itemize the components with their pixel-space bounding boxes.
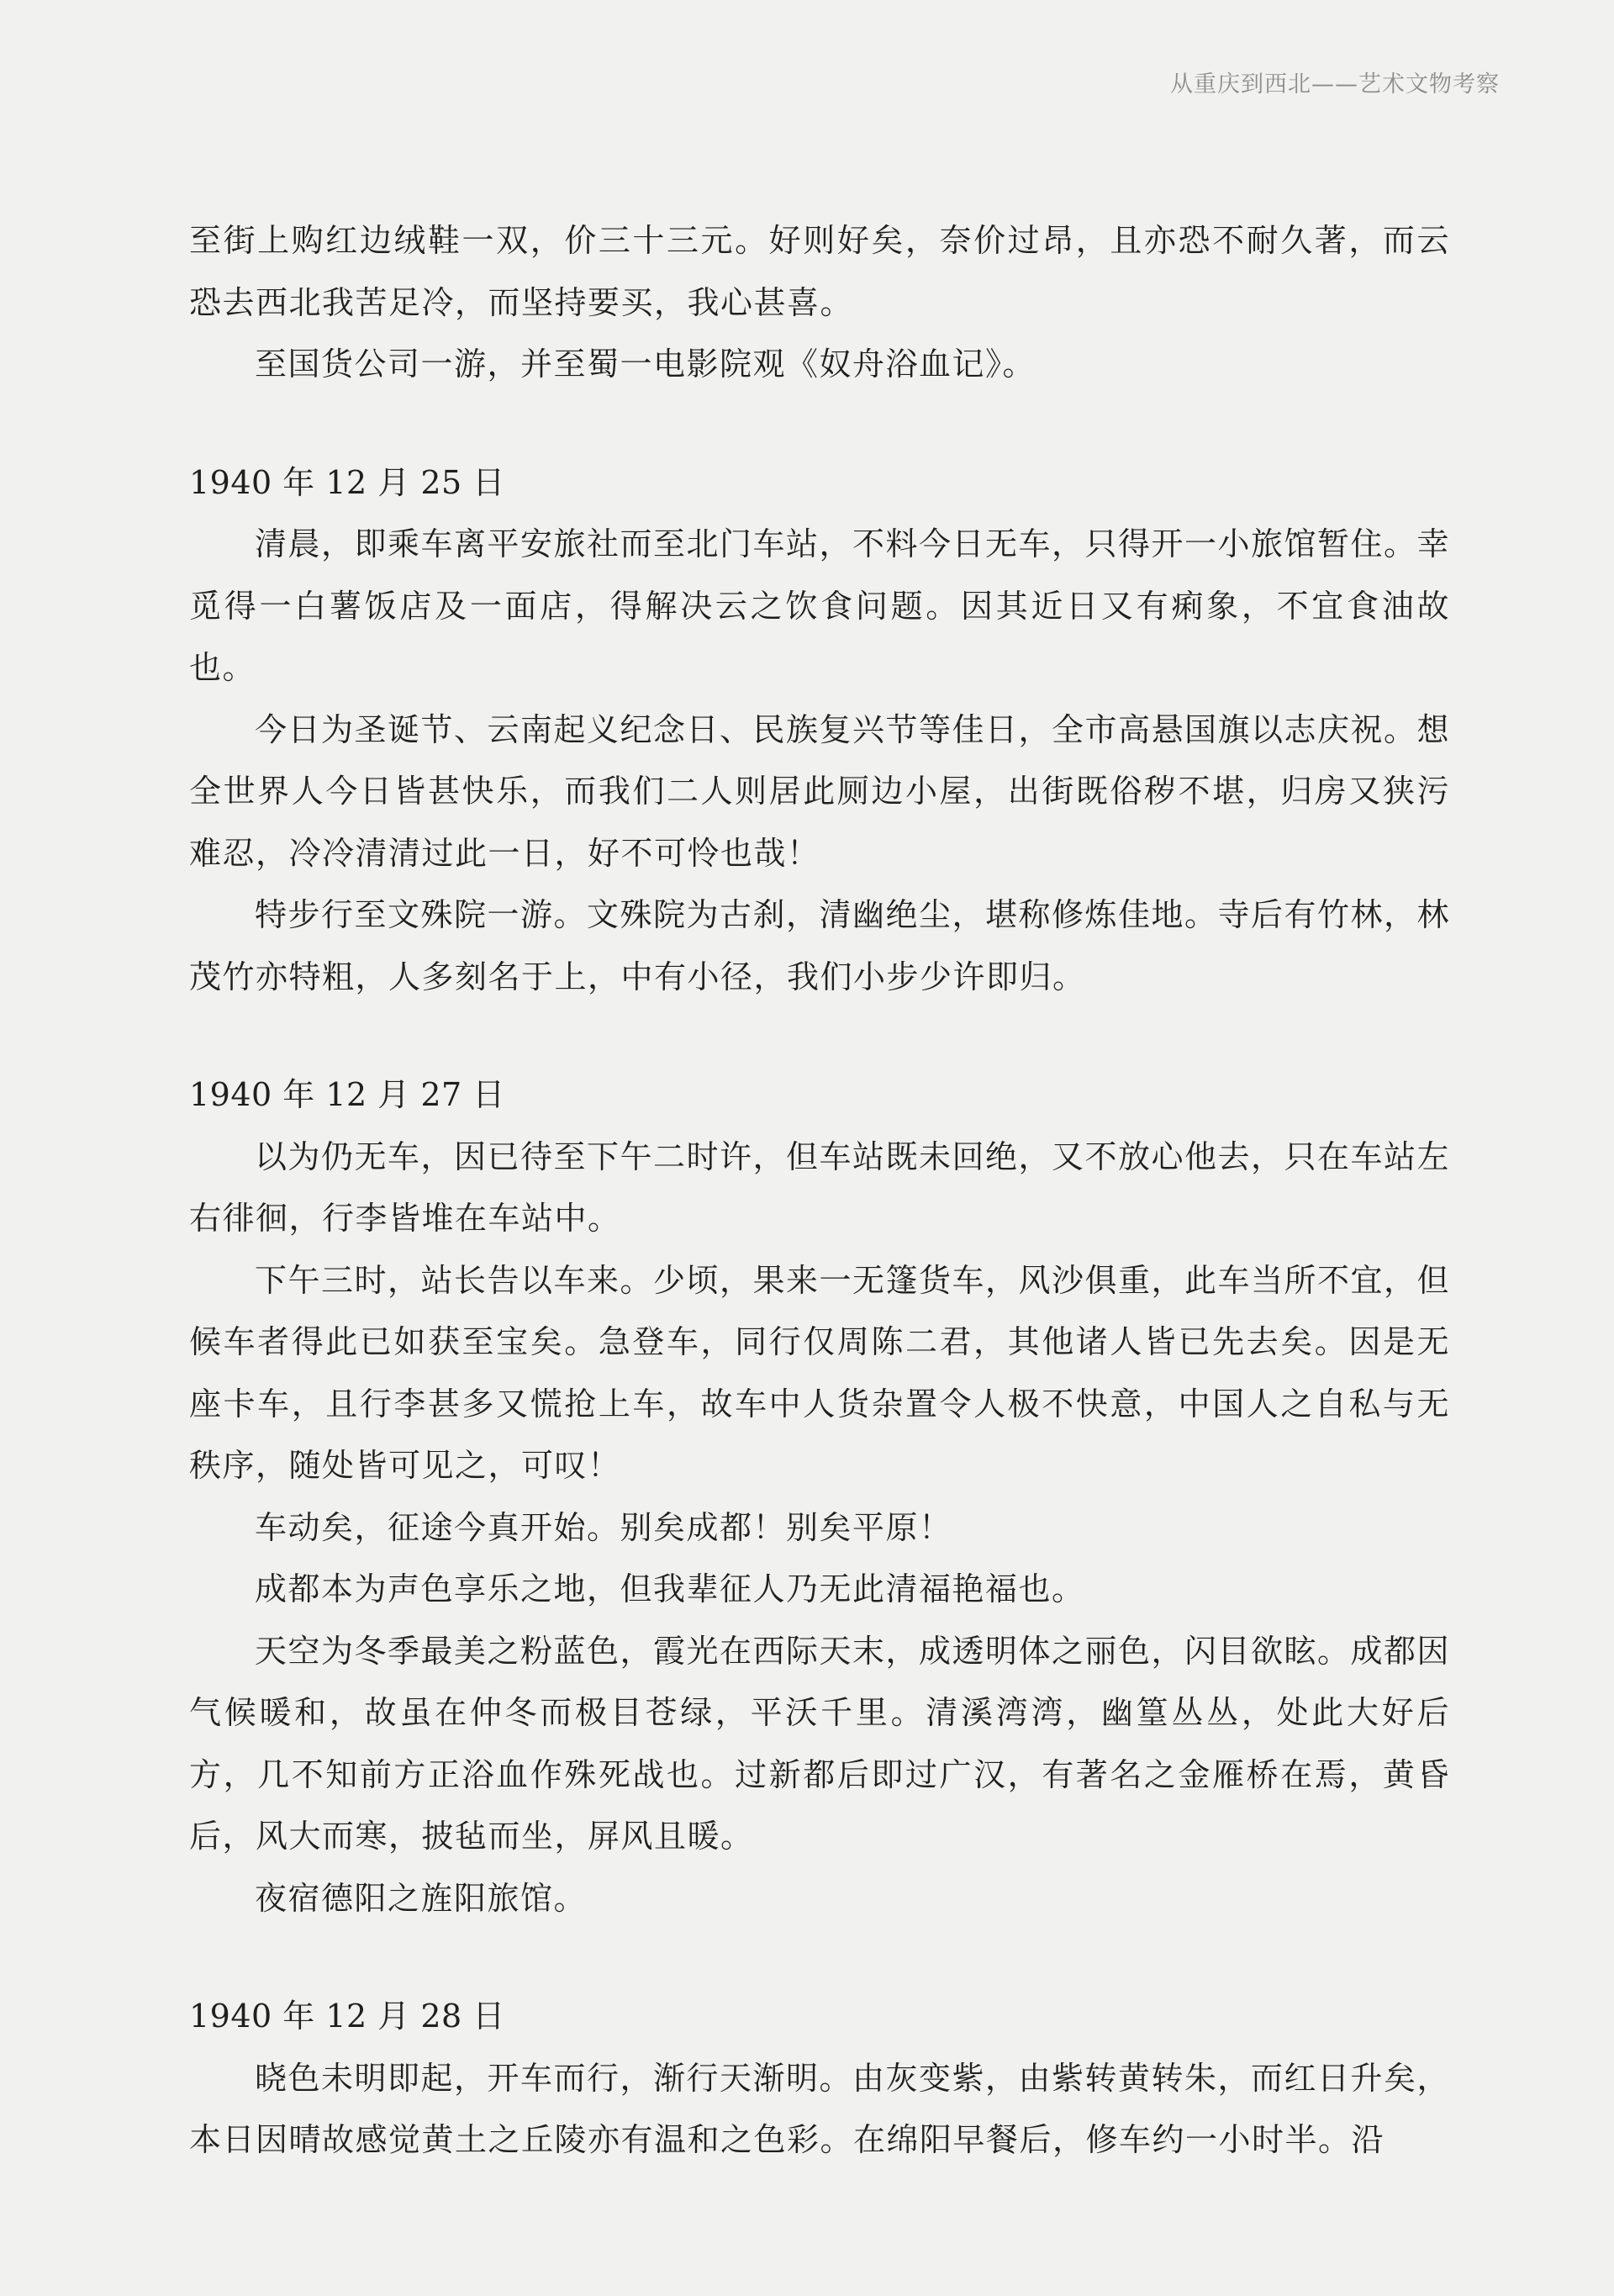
paragraph: 夜宿德阳之旌阳旅馆。 [255, 1879, 588, 1917]
diary-entry-1940-12-25 [189, 452, 1450, 1009]
paragraph: 清晨，即乘车离平安旅社而至北门车站，不料今日无车，只得开一小旅馆暂住。幸觅得一白薯饭店及一面店，得解决云之饮食问题。因其近日又有痢象，不宜食油故也。 [189, 525, 1451, 686]
entry-date: 1940 年 12 月 27 日 [189, 1076, 505, 1113]
entry-date: 1940 年 12 月 25 日 [189, 463, 505, 501]
running-header: 从重庆到西北——艺术文物考察 [1170, 71, 1500, 98]
paragraph: 天空为冬季最美之粉蓝色，霞光在西际天末，成透明体之丽色，闪目欲眩。成都因气候暖和，故虽在仲冬而极目苍绿，平沃千里。清溪湾湾，幽篁丛丛，处此大好后方，几不知前方正浴血作殊死战也。过新都后即过广汉，有著名之金雁桥在焉，黄昏后，风大而寒，披毡而坐，屏风且暖。 [189, 1632, 1451, 1855]
intro-section [189, 210, 1450, 396]
paragraph: 成都本为声色享乐之地，但我辈征人乃无此清福艳福也。 [255, 1570, 1085, 1607]
paragraph: 下午三时，站长告以车来。少顷，果来一无篷货车，风沙俱重，此车当所不宜，但候车者得此已如获至宝矣。急登车，同行仅周陈二君，其他诸人皆已先去矣。因是无座卡车，且行李甚多又慌抢上车，故车中人货杂置令人极不快意，中国人之自私与无秩序，随处皆可见之，可叹！ [189, 1261, 1451, 1484]
paragraph: 特步行至文殊院一游。文殊院为古刹，清幽绝尘，堪称修炼佳地。寺后有竹林，林茂竹亦特粗，人多刻名于上，中有小径，我们小步少许即归。 [189, 896, 1451, 995]
paragraph: 今日为圣诞节、云南起义纪念日、民族复兴节等佳日，全市高悬国旗以志庆祝。想全世界人今日皆甚快乐，而我们二人则居此厕边小屋，出街既俗秽不堪，归房又狭污难忍，冷冷清清过此一日，好不可怜也哉！ [189, 710, 1451, 872]
paragraph: 车动矣，征途今真开始。别矣成都！别矣平原！ [255, 1508, 952, 1546]
paragraph: 以为仍无车，因已待至下午二时许，但车站既未回绝，又不放心他去，只在车站左右徘徊，行李皆堆在车站中。 [189, 1137, 1451, 1237]
entry-date: 1940 年 12 月 28 日 [189, 1998, 505, 2035]
page-body [189, 210, 1450, 2172]
paragraph: 至街上购红边绒鞋一双，价三十三元。好则好矣，奈价过昂，且亦恐不耐久著，而云恐去西北我苦足冷，而坚持要买，我心甚喜。 [189, 222, 1450, 321]
diary-entry-1940-12-28 [189, 1986, 1450, 2172]
diary-entry-1940-12-27 [189, 1064, 1450, 1929]
paragraph: 至国货公司一游，并至蜀一电影院观《奴舟浴血记》。 [255, 346, 1036, 383]
paragraph: 晓色未明即起，开车而行，渐行天渐明。由灰变紫，由紫转黄转朱，而红日升矣，本日因晴故感觉黄土之丘陵亦有温和之色彩。在绵阳早餐后，修车约一小时半。沿 [189, 2059, 1451, 2158]
